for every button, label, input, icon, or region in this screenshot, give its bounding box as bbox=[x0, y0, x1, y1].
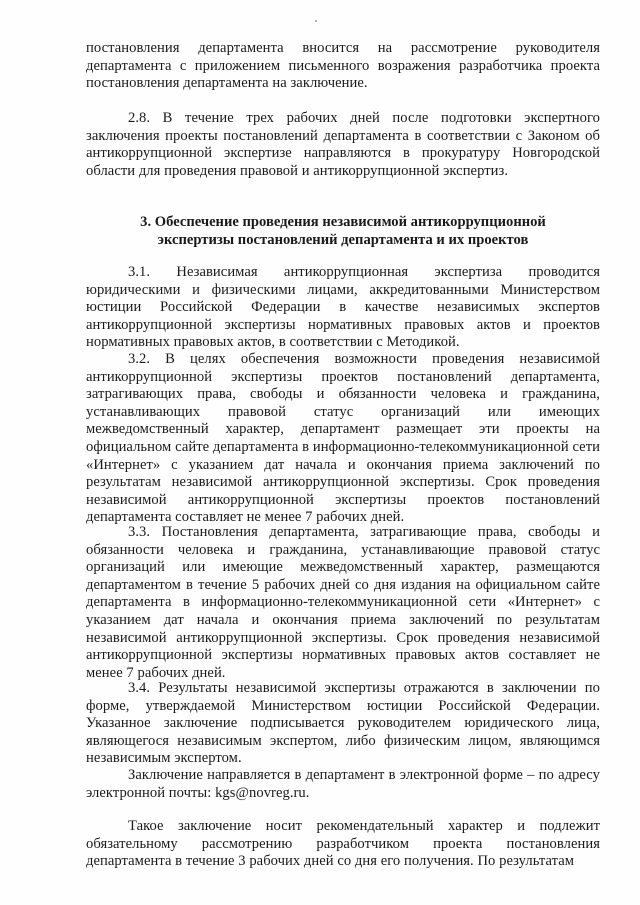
section-heading-line-1: 3. Обеспечение проведения независимой антикоррупционной bbox=[140, 214, 546, 230]
section-heading bbox=[86, 214, 600, 249]
paragraph-3-4: 3.4. Результаты независимой экспертизы отражаются в заключении по форме, утверждаемой Министерством юстиции Российской Федерации. Указанное заключение подписывается руководителем юридического лица, являющегося независимым экспертом, либо физическим лицом, являющимся независимым экспертом. bbox=[86, 680, 600, 767]
paragraph-2-8: 2.8. В течение трех рабочих дней после подготовки экспертного заключения проекты постановлений департамента в соответствии с Законом об антикоррупционной экспертизе направляются в прокуратуру Новгородской области для проведения правовой и антикоррупционной экспертиз. bbox=[86, 110, 600, 179]
paragraph-3-3: 3.3. Постановления департамента, затрагивающие права, свободы и обязанности человека и гражданина, устанавливающие правовой статус организаций или имеющие межведомственный характер, размещаются департаментом в течение 5 рабочих дней со дня издания на официальном сайте департамента в информационно-телекоммуникационной сети «Интернет» с указанием дат начала и окончания приема заключений по результатам независимой антикоррупционной экспертизы. Срок проведения независимой антикоррупционной экспертизы нормативных правовых актов составляет не менее 7 рабочих дней. bbox=[86, 524, 600, 681]
paragraph-continued: постановления департамента вносится на рассмотрение руководителя департамента с приложением письменного возражения разработчика проекта постановления департамента на заключение. bbox=[86, 40, 600, 92]
paragraph-email: Заключение направляется в департамент в электронной форме – по адресу электронной почты: kgs@novreg.ru. bbox=[86, 767, 600, 801]
paragraph-recommendation: Такое заключение носит рекомендательный характер и подлежит обязательному рассмотрению разработчиком проекта постановления департамента в течение 3 рабочих дней со дня его получения. По результатам bbox=[86, 818, 600, 870]
paragraph-3-2: 3.2. В целях обеспечения возможности проведения независимой антикоррупционной экспертизы проектов постановлений департамента, затрагивающих права, свободы и обязанности человека и гражданина, устанавливающих правовой статус организаций или имеющих межведомственный характер, департамент размещает эти проекты на официальном сайте департамента в информационно-телекоммуникационной сети «Интернет» с указанием дат начала и окончания приема заключений по результатам независимой антикоррупционной экспертизы. Срок проведения независимой антикоррупционной экспертизы проектов постановлений департамента составляет не менее 7 рабочих дней. bbox=[86, 351, 600, 526]
scan-speck bbox=[315, 20, 317, 22]
section-heading-line-2: экспертизы постановлений департамента и их проектов bbox=[157, 231, 529, 248]
paragraph-3-1: 3.1. Независимая антикоррупционная экспертиза проводится юридическими и физическими лицами, аккредитованными Министерством юстиции Российской Федерации в качестве независимых экспертов антикоррупционной экспертизы нормативных правовых актов и проектов нормативных правовых актов, в соответствии с Методикой. bbox=[86, 264, 600, 351]
